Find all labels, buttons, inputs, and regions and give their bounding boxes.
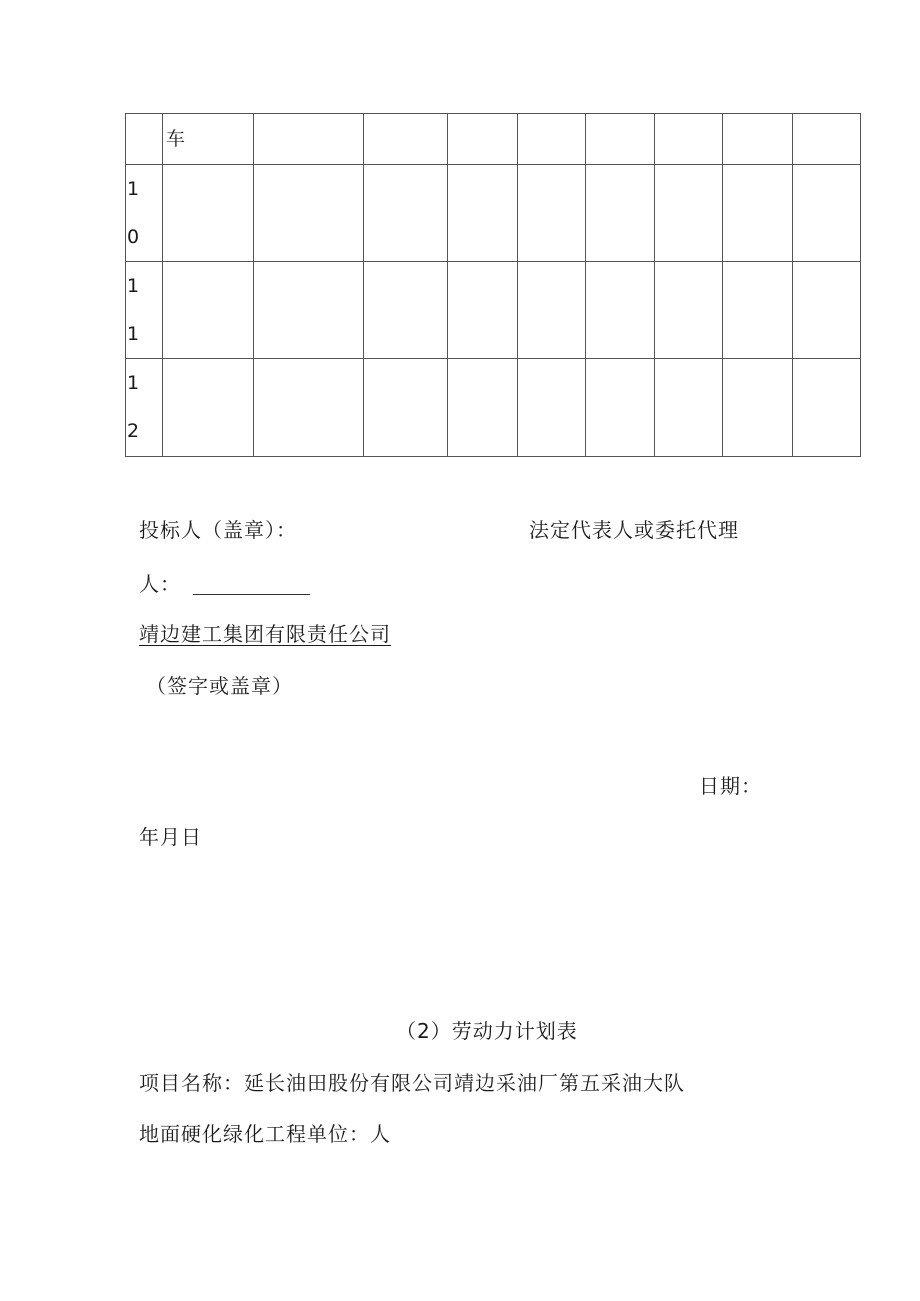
table-cell	[163, 359, 254, 457]
table-cell	[793, 165, 861, 262]
table-row	[126, 114, 861, 165]
table-cell	[448, 114, 518, 165]
table-cell	[723, 359, 793, 457]
table-cell	[254, 165, 364, 262]
table-cell	[723, 114, 793, 165]
table-cell	[448, 262, 518, 359]
table-cell	[655, 359, 723, 457]
date-value: 年月日	[139, 825, 202, 849]
row-number-digit: 1	[127, 275, 140, 297]
table-cell	[448, 359, 518, 457]
table-cell: 车	[163, 114, 254, 165]
row-number-digit: 0	[127, 226, 140, 248]
table-cell	[518, 262, 586, 359]
table-cell	[655, 165, 723, 262]
table-cell	[518, 165, 586, 262]
table-cell	[126, 114, 163, 165]
table-cell	[448, 165, 518, 262]
table-row	[126, 359, 861, 457]
table-cell	[254, 114, 364, 165]
table-cell	[364, 165, 448, 262]
table-row	[126, 165, 861, 262]
table-cell	[518, 359, 586, 457]
table-cell	[586, 114, 655, 165]
representative-label-continued: 人：	[139, 572, 181, 596]
table-row	[126, 262, 861, 359]
table-cell	[586, 165, 655, 262]
project-name-line: 项目名称：延长油田股份有限公司靖边采油厂第五采油大队	[139, 1071, 685, 1095]
row-number-digit: 1	[127, 323, 140, 345]
table-cell	[793, 262, 861, 359]
table-cell	[518, 114, 586, 165]
table-cell	[254, 359, 364, 457]
sign-note: （签字或盖章）	[146, 674, 293, 698]
table-cell	[163, 165, 254, 262]
row-number-cell	[126, 359, 163, 457]
table-cell	[793, 114, 861, 165]
date-label: 日期：	[699, 774, 762, 798]
company-name: 靖边建工集团有限责任公司	[139, 622, 391, 646]
table-cell	[586, 262, 655, 359]
table-cell	[723, 165, 793, 262]
representative-label: 法定代表人或委托代理	[529, 518, 739, 542]
project-name-line-continued: 地面硬化绿化工程单位：人	[139, 1122, 391, 1146]
row-number-digit: 2	[127, 420, 140, 442]
table-cell	[793, 359, 861, 457]
equipment-table	[125, 113, 861, 457]
table-cell	[655, 262, 723, 359]
table-cell	[655, 114, 723, 165]
table-cell	[254, 262, 364, 359]
table-cell	[364, 359, 448, 457]
row-number-cell	[126, 165, 163, 262]
row-number-digit: 1	[127, 372, 140, 394]
signature-blank-line	[193, 594, 310, 595]
row-number-digit: 1	[127, 178, 140, 200]
row-number-cell	[126, 262, 163, 359]
table-cell	[163, 262, 254, 359]
table-cell	[723, 262, 793, 359]
section-title: （2）劳动力计划表	[396, 1019, 578, 1043]
bidder-label: 投标人（盖章）：	[139, 518, 297, 542]
table-cell	[586, 359, 655, 457]
table-cell	[364, 262, 448, 359]
table-cell	[364, 114, 448, 165]
